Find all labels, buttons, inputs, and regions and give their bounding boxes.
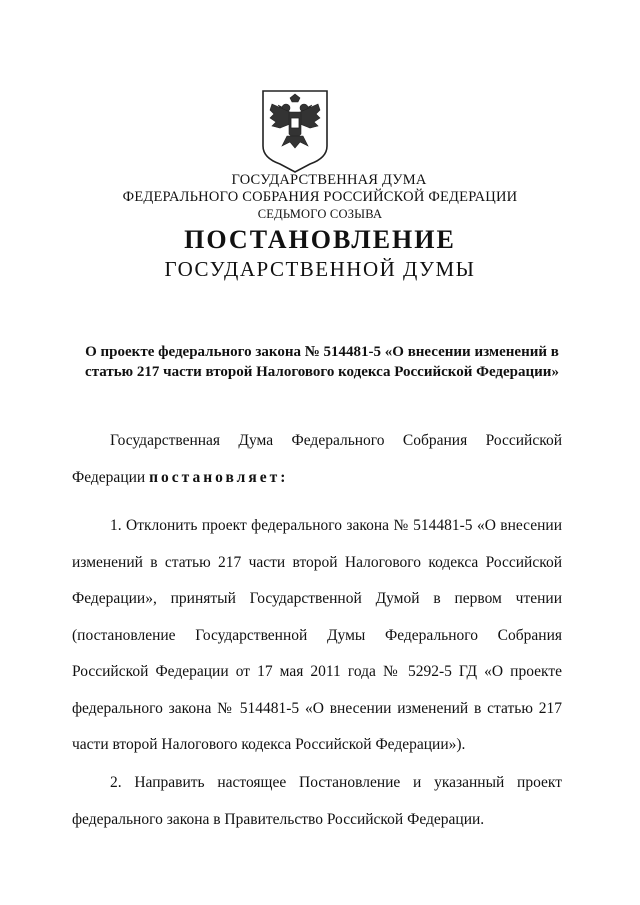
header-line-federal-assembly: ФЕДЕРАЛЬНОГО СОБРАНИЯ РОССИЙСКОЙ ФЕДЕРАЦИИ: [122, 189, 518, 205]
document-subtitle: ГОСУДАРСТВЕННОЙ ДУМЫ: [164, 257, 476, 281]
intro-emphasis: постановляет:: [149, 468, 289, 486]
header-line-convocation: СЕДЬМОГО СОЗЫВА: [257, 207, 383, 221]
resolution-item-2: 2. Направить настоящее Постановление и указанный проект федерального закона в Правительство Российской Федерации.: [72, 774, 562, 828]
intro-paragraph: [72, 423, 562, 496]
intro-text: Государственная Дума Федерального Собрания Российской Федерации: [72, 432, 562, 486]
coat-of-arms-icon: [260, 88, 330, 174]
resolution-item-1: 1. Отклонить проект федерального закона № 514481-5 «О внесении изменений в статью 217 части второй Налогового кодекса Российской Федерации», принятый Государственной Думой в первом чтении (постановление Государственной Думы Федерального Собрания Российской Федерации от 17 мая 2011 года № 5292-5 ГД «О проекте федерального закона № 514481-5 «О внесении изменений в статью 217 части второй Налогового кодекса Российской Федерации»).: [72, 517, 562, 753]
header-line-duma: ГОСУДАРСТВЕННАЯ ДУМА: [231, 172, 427, 188]
resolution-subject: О проекте федерального закона № 514481-5 «О внесении изменений в статью 217 части второй Налогового кодекса Российской Федерации»: [85, 344, 559, 380]
document-title: ПОСТАНОВЛЕНИЕ: [184, 225, 456, 254]
